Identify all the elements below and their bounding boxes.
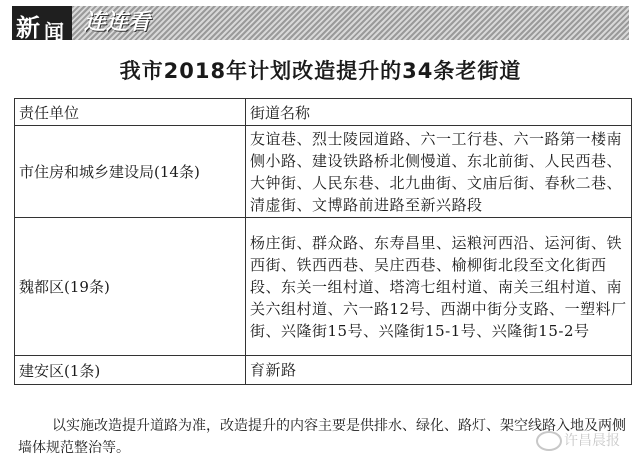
- masthead: [0, 0, 641, 44]
- street-names-cell: 友谊巷、烈士陵园道路、六一工行巷、六一路第一楼南侧小路、建设铁路桥北侧慢道、东北前街、人民西巷、大钟街、人民东巷、北九曲街、文庙后街、春秋二巷、清虚街、文博路前进路至新兴路段: [246, 126, 632, 218]
- table-row: [15, 126, 632, 218]
- headline: 我市2018年计划改造提升的34条老街道: [119, 59, 522, 83]
- table-row: [15, 218, 632, 356]
- streets-table: [14, 98, 632, 385]
- responsible-unit-cell: 市住房和城乡建设局(14条): [15, 126, 246, 218]
- street-names-cell: 育新路: [246, 356, 632, 385]
- responsible-unit-cell: 魏都区(19条): [15, 218, 246, 356]
- street-names-cell: 杨庄街、群众路、东寿昌里、运粮河西沿、运河街、铁西街、铁西西巷、吴庄西巷、榆柳街北段至文化街西段、东关一组村道、塔湾七组村道、南关三组村道、南关六组村道、六一路12号、西湖中街分支路、一塑料厂街、兴隆街15号、兴隆街15-1号、兴隆街15-2号: [246, 218, 632, 356]
- footnote: 以实施改造提升道路为准，改造提升的内容主要是供排水、绿化、路灯、架空线路入地及两侧墙体规范整治等。: [18, 418, 626, 456]
- column-title: 连连看: [84, 10, 151, 35]
- table-header-row: [15, 99, 632, 126]
- header-street-names: 街道名称: [246, 99, 632, 126]
- watermark: [536, 430, 620, 451]
- responsible-unit-cell: 建安区(1条): [15, 356, 246, 385]
- wechat-icon: [536, 431, 562, 451]
- watermark-text: 许昌晨报: [564, 433, 620, 449]
- logo-char: 闻: [44, 20, 64, 44]
- header-responsible-unit: 责任单位: [15, 99, 246, 126]
- table-row: [15, 356, 632, 385]
- masthead-banner: [72, 6, 629, 40]
- news-logo: [12, 6, 72, 44]
- logo-char: 新: [16, 14, 40, 42]
